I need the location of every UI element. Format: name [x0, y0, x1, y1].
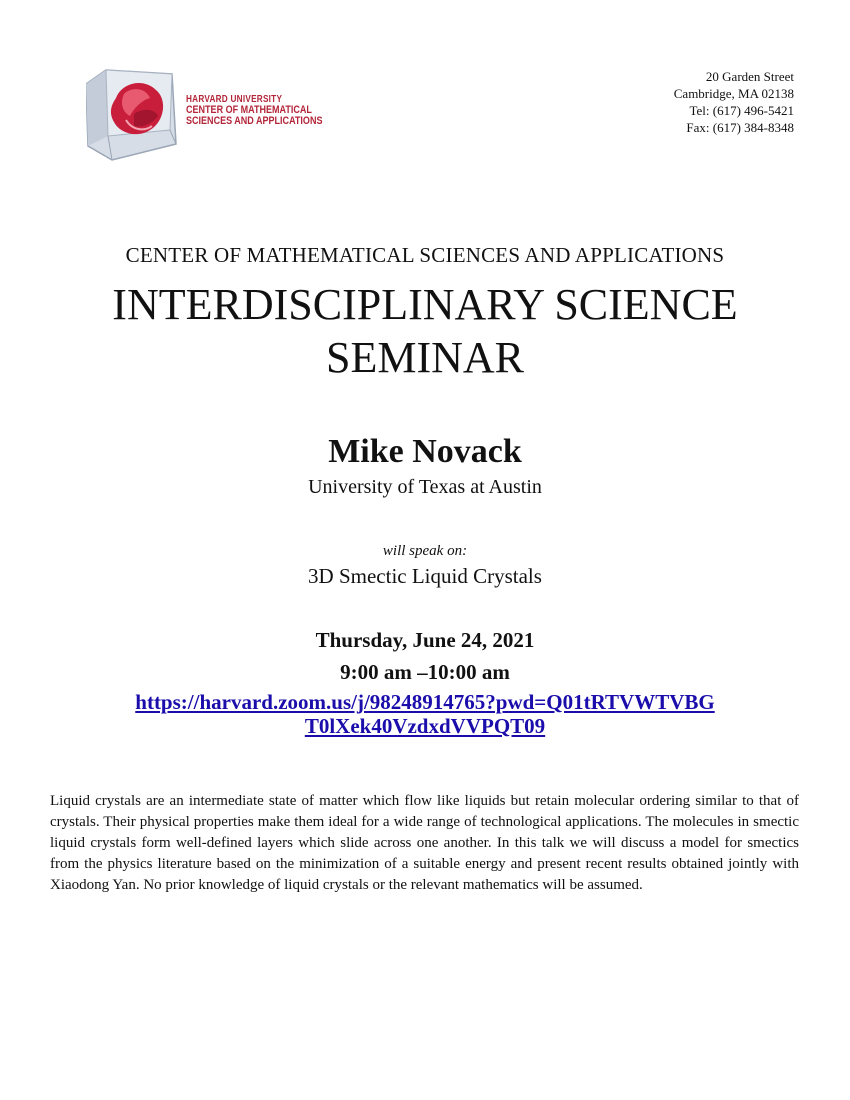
address-street: 20 Garden Street [705, 69, 794, 84]
cmsa-logo [86, 64, 323, 164]
series-title-line1: INTERDISCIPLINARY SCIENCE [112, 280, 738, 329]
org-heading: CENTER OF MATHEMATICAL SCIENCES AND APPLICATIONS [125, 243, 725, 267]
zoom-link-line1[interactable]: https://harvard.zoom.us/j/98248914765?pwd=Q01tRTVWTVBG [135, 690, 715, 714]
address-fax: Fax: (617) 384-8348 [686, 120, 794, 135]
talk-date: Thursday, June 24, 2021 [315, 628, 535, 652]
speaker-affiliation: University of Texas at Austin [308, 476, 542, 498]
series-title-line2: SEMINAR [325, 333, 525, 382]
logo-line-center: CENTER OF MATHEMATICAL [186, 104, 312, 116]
logo-line-university: HARVARD UNIVERSITY [186, 94, 283, 105]
logo-line-sciences: SCIENCES AND APPLICATIONS [186, 115, 323, 127]
zoom-link-line2[interactable]: T0lXek40VzdxdVVPQT09 [304, 714, 546, 738]
series-title [0, 278, 850, 384]
talk-time: 9:00 am –10:00 am [340, 660, 510, 684]
abstract-text: Liquid crystals are an intermediate state of matter which flow like liquids but retain molecular ordering similar to that of crystals. Their physical properties make them ideal for a wide range of technological applications. The molecules in smectic liquid crystals form well-defined layers which slide across one another. In this talk we will discuss a model for smectics from the physics literature based on the minimization of a suitable energy and present recent results obtained jointly with Xiaodong Yan. No prior knowledge of liquid crystals or the relevant mathematics will be assumed. [50, 793, 799, 893]
address-block [674, 68, 794, 136]
cube-logo-icon [86, 64, 182, 164]
speaker-name: Mike Novack [328, 433, 522, 470]
address-tel: Tel: (617) 496-5421 [689, 103, 794, 118]
talk-title: 3D Smectic Liquid Crystals [308, 564, 542, 588]
will-speak-label: will speak on: [382, 543, 468, 559]
zoom-link[interactable] [0, 690, 850, 738]
address-city: Cambridge, MA 02138 [673, 86, 794, 101]
logo-wordmark [186, 94, 322, 127]
